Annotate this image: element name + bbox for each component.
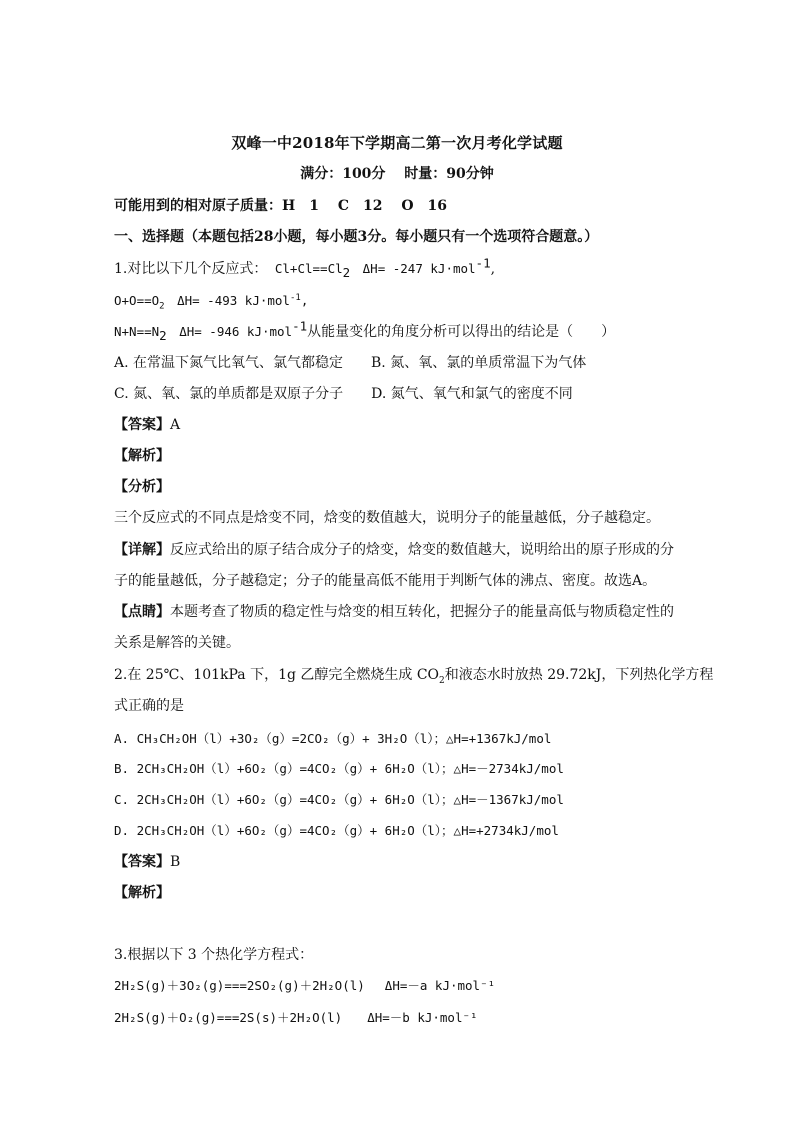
q1-eq3-superscript: -1 bbox=[292, 318, 308, 334]
q1-eq2-enthalpy: ΔH= -493 kJ·mol bbox=[164, 293, 290, 308]
q1-detail bbox=[114, 540, 674, 560]
q3-eq2: 2H₂S(g)＋O₂(g)===2S(s)＋2H₂O(l) ΔH=－b kJ·mol⁻¹ bbox=[114, 1010, 478, 1025]
q1-options-cd: C. 氮、氧、氯的单质都是双原子分子 D. 氮气、氧气和氯气的密度不同 bbox=[114, 386, 573, 402]
q2-option-b: B. 2CH₃CH₂OH（l）+6O₂（g）=4CO₂（g）+ 6H₂O（l）；△H=－2734kJ/mol bbox=[114, 761, 564, 776]
q2-option-c: C. 2CH₃CH₂OH（l）+6O₂（g）=4CO₂（g）+ 6H₂O（l）；△H=－1367kJ/mol bbox=[114, 792, 564, 807]
q1-detail-text-1: 反应式给出的原子结合成分子的焓变，焓变的数值越大，说明给出的原子形成的分 bbox=[170, 542, 674, 558]
q2-answer-value: B bbox=[170, 854, 181, 870]
q1-eq2-comma: , bbox=[300, 293, 309, 308]
q1-dianjing-text-2: 关系是解答的关键。 bbox=[114, 635, 240, 651]
q1-dianjing bbox=[114, 602, 674, 622]
q1-answer-label: 【答案】 bbox=[114, 417, 170, 433]
q1-eq2-formula: O+O==O bbox=[114, 293, 160, 308]
q2-stem-line-1 bbox=[114, 665, 713, 685]
q1-eq3-subscript: 2 bbox=[159, 327, 167, 343]
q2-option-a: A. CH₃CH₂OH（l）+3O₂（g）=2CO₂（g）+ 3H₂O（l）；△H=+1367kJ/mol bbox=[114, 731, 552, 746]
q2-stem-b: 和液态水时放热 29.72kJ，下列热化学方程 bbox=[444, 667, 714, 683]
q1-answer bbox=[114, 415, 180, 435]
q3-stem: 3.根据以下 3 个热化学方程式： bbox=[114, 947, 314, 963]
q1-eq3-enthalpy: ΔH= -946 kJ·mol bbox=[166, 324, 293, 339]
q1-fenxi-text: 三个反应式的不同点是焓变不同，焓变的数值越大，说明分子的能量越低，分子越稳定。 bbox=[114, 510, 660, 526]
q1-eq1-comma: , bbox=[490, 261, 496, 277]
q1-dianjing-text-1: 本题考查了物质的稳定性与焓变的相互转化，把握分子的能量高低与物质稳定性的 bbox=[170, 604, 674, 620]
q1-detail-text-2: 子的能量越低，分子越稳定；分子的能量高低不能用于判断气体的沸点、密度。故选A。 bbox=[114, 573, 657, 589]
q1-stem bbox=[114, 255, 496, 280]
page-subtitle: 满分：100分 时量：90分钟 bbox=[300, 166, 494, 182]
q1-eq2-subscript: 2 bbox=[159, 301, 165, 312]
q1-eq2 bbox=[114, 291, 308, 311]
q1-eq1-subscript: 2 bbox=[342, 264, 351, 280]
q1-analysis-label: 【解析】 bbox=[114, 448, 170, 464]
q3-eq1: 2H₂S(g)＋3O₂(g)===2SO₂(g)＋2H₂O(l) ΔH=－a kJ·mol⁻¹ bbox=[114, 978, 496, 993]
q2-option-d: D. 2CH₃CH₂OH（l）+6O₂（g）=4CO₂（g）+ 6H₂O（l）；△H=+2734kJ/mol bbox=[114, 823, 559, 838]
q2-answer-label: 【答案】 bbox=[114, 854, 170, 870]
q2-analysis-label: 【解析】 bbox=[114, 885, 170, 901]
q1-dianjing-label: 【点睛】 bbox=[114, 604, 170, 620]
q1-question: 从能量变化的角度分析可以得出的结论是（ ） bbox=[307, 324, 616, 340]
atomic-mass-line: 可能用到的相对原子质量：H 1 C 12 O 16 bbox=[114, 198, 448, 214]
q1-eq1-formula: Cl+Cl==Cl bbox=[267, 261, 343, 276]
q1-stem-prefix: 1.对比以下几个反应式： bbox=[114, 261, 268, 277]
q1-eq3 bbox=[114, 318, 616, 343]
page-title: 双峰一中2018年下学期高二第一次月考化学试题 bbox=[231, 134, 563, 152]
q2-stem-a: 2.在 25℃、101kPa 下，1g 乙醇完全燃烧生成 CO bbox=[114, 667, 440, 683]
q1-eq1-enthalpy: ΔH= -247 kJ·mol bbox=[350, 261, 476, 276]
q1-eq3-formula: N+N==N bbox=[114, 324, 160, 339]
q1-detail-label: 【详解】 bbox=[114, 542, 170, 558]
section-heading: 一、选择题（本题包括28小题，每小题3分。每小题只有一个选项符合题意。） bbox=[114, 229, 599, 245]
q1-answer-value: A bbox=[170, 417, 181, 433]
q2-answer bbox=[114, 852, 180, 872]
q2-stem-subscript: 2 bbox=[439, 675, 445, 686]
q1-eq1-superscript: -1 bbox=[475, 255, 491, 271]
q1-fenxi-label: 【分析】 bbox=[114, 479, 170, 495]
q2-stem-line-2: 式正确的是 bbox=[114, 698, 184, 714]
q1-options-ab: A. 在常温下氮气比氧气、氯气都稳定 B. 氮、氧、氯的单质常温下为气体 bbox=[114, 355, 587, 371]
q1-eq2-superscript: -1 bbox=[289, 292, 301, 303]
